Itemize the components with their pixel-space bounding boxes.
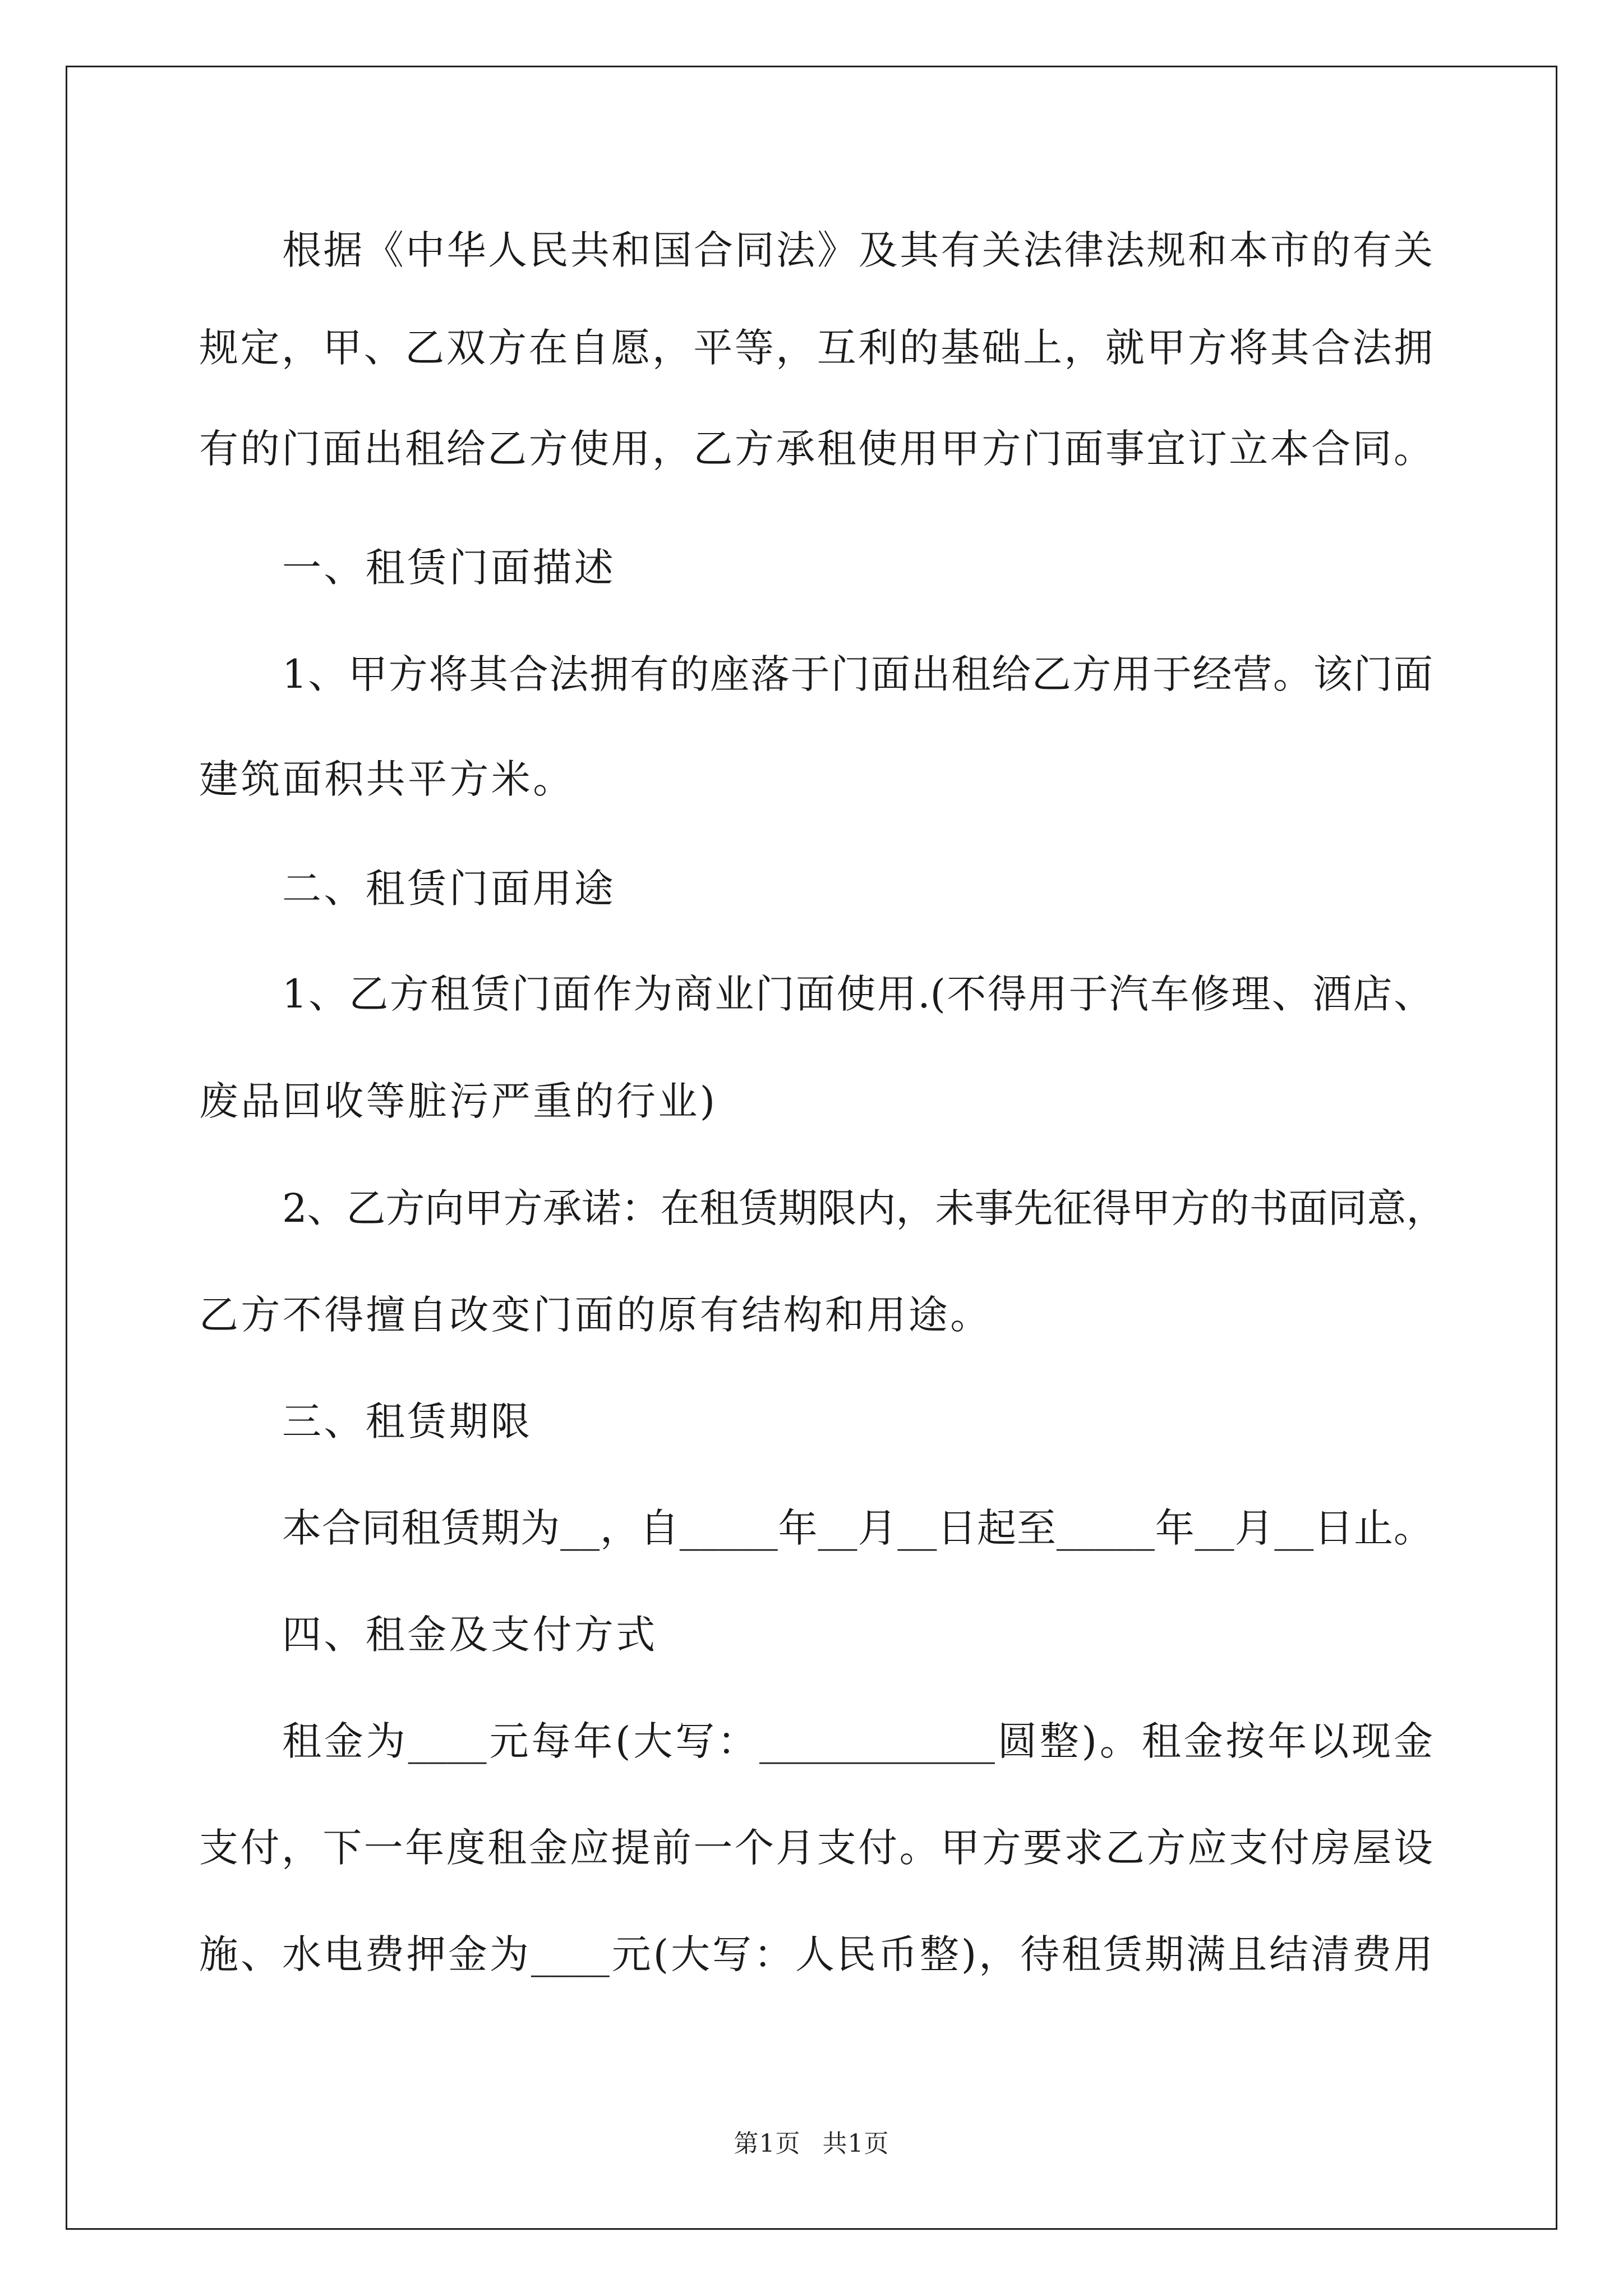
paragraph-line: 废品回收等脏污严重的行业) xyxy=(199,1078,718,1124)
paragraph-line: 有的门面出租给乙方使用，乙方承租使用甲方门面事宜订立本合同。 xyxy=(199,426,1433,472)
page-number: 第1页 xyxy=(734,2129,801,2158)
paragraph-line: 根据《中华人民共和国合同法》及其有关法律法规和本市的有关 xyxy=(282,227,1433,273)
paragraph-line: 租金为____元每年(大写：____________圆整)。租金按年以现金 xyxy=(282,1718,1433,1764)
paragraph-line: 规定，甲、乙双方在自愿，平等，互利的基础上，就甲方将其合法拥 xyxy=(199,325,1433,371)
section-heading: 四、租金及支付方式 xyxy=(282,1612,658,1658)
page-total: 共1页 xyxy=(822,2129,889,2158)
section-heading: 一、租赁门面描述 xyxy=(282,545,616,591)
paragraph-line: 建筑面积共平方米。 xyxy=(199,756,575,802)
paragraph-line: 本合同租赁期为__，自_____年__月__日起至_____年__月__日止。 xyxy=(282,1505,1433,1551)
paragraph-line: 1、甲方将其合法拥有的座落于门面出租给乙方用于经营。该门面 xyxy=(282,651,1433,697)
section-heading: 二、租赁门面用途 xyxy=(282,866,616,912)
paragraph-line: 1、乙方租赁门面作为商业门面使用.(不得用于汽车修理、酒店、 xyxy=(282,971,1433,1017)
paragraph-line: 乙方不得擅自改变门面的原有结构和用途。 xyxy=(199,1292,992,1338)
section-heading: 三、租赁期限 xyxy=(282,1398,533,1444)
paragraph-line: 2、乙方向甲方承诺：在租赁期限内，未事先征得甲方的书面同意， xyxy=(282,1185,1446,1231)
page-footer xyxy=(0,2127,1623,2161)
page-border xyxy=(66,66,1557,2230)
paragraph-line: 施、水电费押金为____元(大写：人民币整)，待租赁期满且结清费用 xyxy=(199,1931,1433,1977)
paragraph-line: 支付，下一年度租金应提前一个月支付。甲方要求乙方应支付房屋设 xyxy=(199,1825,1433,1871)
